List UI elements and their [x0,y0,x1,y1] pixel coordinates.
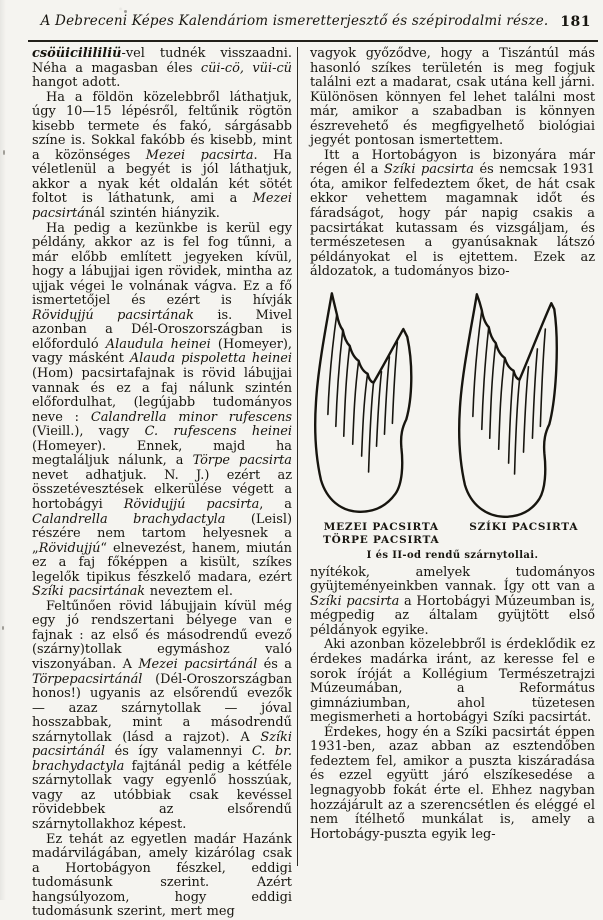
text-run: (Leisl) részére nem tartom helyesnek a „ [32,511,292,556]
italic-text-run: csöüicilililiü [32,46,122,61]
text-run: is. Mivel azonban a Dél-Oroszországban is előforduló [32,307,293,352]
wing-drawings [310,287,595,518]
right-column [297,47,595,866]
wing-captions [310,521,595,548]
text-run: Aki azonban közelebbről is érdeklődik ez érdekes madárka iránt, az keresse fel e sorok íróját a Kollégium Természetrajzi Múzeumában, a Református gimnáziumban, ahol tüzetesen megismerheti a hortobágyi Szíki pacsirtát. [310,637,595,726]
paragraph [310,566,595,639]
text-run: (Homeyer), vagy másként [32,336,293,367]
italic-text-run: Rövidujjú pacsirta [123,496,260,512]
text-run: Ez tehát az egyetlen madár Hazánk madárvilágában, amely kizárólag csak a Hortobágyon fészkel, eddigi tudomásunk szerint. Azért hangsúlyozom, hogy eddigi tudomásunk szerint, mert meg [32,831,292,920]
italic-text-run: Rövidujjú [38,540,101,556]
text-run: fajtánál pedig a kétféle szárnytollak vagy egyenlő hosszúak, vagy az utóbbiak csak kevéssel rövidebbek az elsőrendű szárnytollakhoz képest. [32,758,292,832]
caption-right [453,521,596,548]
left-column [32,46,293,920]
text-run: “ elnevezést, hanem, miután ez a faj főképpen a kisült, szíkes legelők tipikus fészkelő madara, ezért [32,540,292,585]
text-run: és nemcsak 1931 óta, amikor felfedeztem őket, de hát csak ekkor vehettem magamnak időt és fáradságot, hogy pár napig csakis a pacsirtákat kutassam és vizsgáljam, és természetesen a gyanúsaknak látszó példányokat el is ejtettem. Ezek az áldozatok, a tudományos bizo- [310,162,595,280]
right-column-top-text [310,47,595,280]
italic-text-run: Szíki pacsirta [383,162,474,178]
text-run: hangot adott. [32,75,121,91]
italic-text-run: Mezei pacsirtánál [138,656,258,672]
paragraph [32,47,292,91]
caption-mezei: MEZEI PACSIRTA [323,520,439,533]
wing-figure [310,287,595,561]
paragraph [32,833,292,920]
text-run: nyítékok, amelyek tudományos gyüjteményeinkben vannak. Így ott van a [310,564,595,595]
paragraph [310,149,595,280]
italic-text-run: Alauda pispoletta heinei [129,351,292,367]
text-run: nevet adhatjuk. N. J.) ezért az összetévesztések elkerülése végett a hortobágyi [32,467,292,512]
header-rule [28,40,598,42]
italic-text-run: cüi-cö, vüi-cü [200,60,292,76]
text-run: Ha pedig a kezünkbe is kerül egy példány, akkor az is fel fog tűnni, a már előbb említett jegyeken kívül, hogy a lábujjai igen rövidek, mintha az ujjak végei le volnának vágva. Ez a fő ismertetőjel és ezért is hívják [32,220,292,309]
italic-text-run: Calandrella brachydactyla [32,511,226,527]
text-run: (Vieill.), vagy [32,424,145,440]
caption-sziki: SZÍKI PACSIRTA [469,520,579,533]
text-run: vagyok győződve, hogy a Tiszántúl más hasonló szíkes területén is meg fogjuk találni ezt a madarat, csak utána kell járni. Különösen könnyen fel lehet találni most már, amikor a szabadban is könnyen észrevehető és megfigyelhető biológiai jegyét pontosan ismertettem. [310,46,595,149]
text-columns [32,46,596,920]
italic-text-run: Szíki pacsirta [310,593,400,609]
text-run: , a [259,496,292,512]
page-number: 181 [560,14,591,30]
text-run: Érdekes, hogy én a Szíki pacsirtát éppen 1931-ben, azaz abban az esztendőben fedeztem fel, amikor a puszta kiszáradása és ezzel együtt járó elszíkesedése a legnagyobb fokát érte el. Ehhez nagyban hozzájárult az a szerencsétlen és eléggé el nem ítélhető munkálat is, amely a Hortobágy-puszta egyik leg- [310,724,595,842]
paragraph [310,726,595,842]
italic-text-run: Törpepacsirtánál [32,671,143,687]
text-run: -vel tudnék visszaadni. Néha a magasban éles [32,46,292,76]
italic-text-run: Mezei pacsirta [145,147,254,163]
text-run: nál szintén hiányzik. [84,206,220,222]
scan-artifact [3,150,5,155]
scan-artifact [2,626,4,630]
mezei-torpe-wing-drawing [311,287,447,514]
italic-text-run: Szíki pacsirtának [32,584,146,600]
paragraph [32,222,292,600]
text-run: és a [257,656,292,672]
italic-text-run: C. br. brachydactyla [32,744,292,774]
text-run: a Hortobágyi Múzeumban is, mégpedig az általam gyüjtött első példányok egyike. [310,593,596,638]
text-run: és így valamennyi [105,744,252,760]
text-run: Ha a földön közelebbről láthatjuk, úgy 10—15 lépésről, feltűnik rögtön kisebb termete és fakó, sárgásabb színe is. Sokkal fakóbb és kisebb, mint a közönséges [32,89,292,163]
text-run: (Dél-Oroszországban honos!) ugyanis az elsőrendű evezők — azaz szárnytollak — jóval hosszabbak, mint a másodrendű szárnytollak (lásd a rajzot). A [32,671,292,745]
page-title: A Debreceni Képes Kalendáriom ismeretterjesztő és szépirodalmi része. [40,13,549,29]
text-run: Itt a Hortobágyon is bizonyára már régen él a [310,147,595,178]
paragraph [32,91,292,222]
italic-text-run: C. rufescens heinei [144,424,293,440]
italic-text-run: Törpe pacsirta [192,453,292,469]
figure-subcaption: I és II-od rendű szárnytollai. [366,549,539,561]
text-run: (Hom) pacsirtafajnak is rövid lábujjai vannak és ez a faj nálunk szintén előfordulhat, (legújabb tudományos neve : [32,366,292,425]
caption-torpe: TÖRPE PACSIRTA [323,534,440,547]
paragraph [32,600,292,833]
text-run: Feltűnően rövid lábujjain kívül még egy jó rendszertani bélyege van e fajnak : az első és másodrendű evező (szárny)tollak egymáshoz való viszonyában. A [32,598,292,672]
paragraph [310,638,595,725]
paragraph [310,47,595,149]
italic-text-run: Calandrella minor rufescens [90,409,292,425]
italic-text-run: Szíki pacsirtánál [32,729,292,760]
italic-text-run: Alaudula heinei [105,336,211,352]
text-run: (Homeyer). Ennek, majd ha megtaláljuk nálunk, a [32,438,292,469]
running-header [34,13,595,35]
italic-text-run: Rövidujjú pacsirtának [32,307,194,323]
text-run: . Ha véletlenül a begyét is jól láthatjuk, akkor a nyak két oldalán két sötét foltot is láthatunk, ami a [32,147,292,207]
text-run: neveztem el. [145,584,234,600]
caption-left [310,521,453,548]
italic-text-run: Mezei pacsirtá [32,191,292,222]
right-column-bottom-text [310,566,595,842]
sziki-wing-drawing [453,287,594,518]
